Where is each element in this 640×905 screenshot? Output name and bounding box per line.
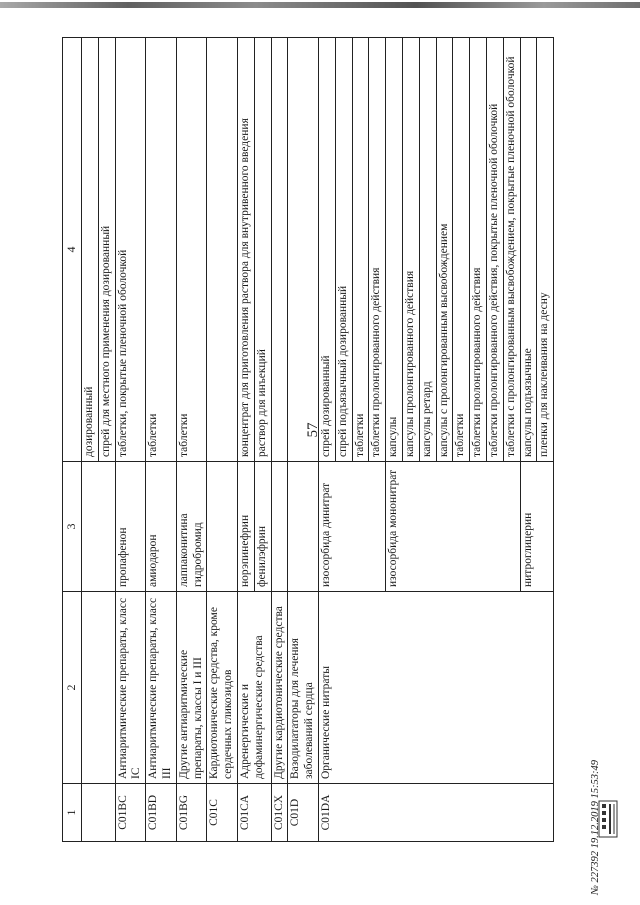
atc-code-cell: C01BD (146, 784, 177, 842)
dosage-form-cell: спрей для местного применения дозированный (98, 38, 115, 462)
group-name-cell: Органические нитраты (318, 592, 553, 784)
drug-name-cell (82, 462, 116, 592)
dosage-form-cell: таблетки (352, 38, 369, 462)
drug-name-cell: нитроглицерин (520, 462, 554, 592)
group-name-cell (82, 592, 116, 784)
dosage-form-cell: концентрат для приготовления раствора для внутривенного введения (237, 38, 254, 462)
table-row (318, 38, 335, 842)
drug-name-cell: изосорбида динитрат (318, 462, 385, 592)
header-col-4: 4 (63, 38, 82, 462)
drug-name-cell (271, 462, 288, 592)
header-col-1: 1 (63, 784, 82, 842)
dosage-form-cell: таблетки (453, 38, 470, 462)
dosage-form-cell (288, 38, 319, 462)
dosage-form-cell: раствор для инъекций (254, 38, 271, 462)
table-row (115, 38, 146, 842)
dosage-form-cell: таблетки, покрытые пленочной оболочкой (115, 38, 146, 462)
scan-edge-line (0, 2, 640, 8)
table-row (146, 38, 177, 842)
group-name-cell: Антиаритмические препараты, класс III (146, 592, 177, 784)
atc-code-cell: C01BG (176, 784, 207, 842)
table-header-row (63, 38, 82, 842)
drug-name-cell (288, 462, 319, 592)
table-row (237, 38, 254, 842)
table-row (271, 38, 288, 842)
dosage-form-cell: спрей подъязычный дозированный (335, 38, 352, 462)
drug-table (62, 37, 554, 842)
table-row (176, 38, 207, 842)
group-name-cell: Другие антиаритмические препараты, классы I и III (176, 592, 207, 784)
drug-name-cell: лаппаконитина гидробромид (176, 462, 207, 592)
dosage-form-cell: таблетки пролонгированного действия (470, 38, 487, 462)
table-row (288, 38, 319, 842)
drug-name-cell: норэпинефрин (237, 462, 254, 592)
dosage-form-cell: таблетки (146, 38, 177, 462)
dosage-form-cell: таблетки (176, 38, 207, 462)
atc-code-cell: C01CX (271, 784, 288, 842)
header-col-3: 3 (63, 462, 82, 592)
drug-name-cell (207, 462, 238, 592)
dosage-form-cell: таблетки пролонгированного действия, покрытые пленочной оболочкой (486, 38, 503, 462)
group-name-cell: Вазодилататоры для лечения заболеваний сердца (288, 592, 319, 784)
dosage-form-cell: таблетки пролонгированного действия (369, 38, 386, 462)
drug-name-cell: амиодарон (146, 462, 177, 592)
drug-name-cell: изосорбида мононитрат (386, 462, 520, 592)
atc-code-cell (82, 784, 116, 842)
atc-code-cell: C01CA (237, 784, 271, 842)
group-name-cell: Антиаритмические препараты, класс IC (115, 592, 146, 784)
group-name-cell: Другие кардиотонические средства (271, 592, 288, 784)
dosage-form-cell: капсулы пролонгированного действия (402, 38, 419, 462)
document-footer: № 227392 19.12.2019 15:53:49 (590, 759, 601, 895)
table-row (82, 38, 99, 842)
drug-name-cell: пропафенон (115, 462, 146, 592)
header-col-2: 2 (63, 592, 82, 784)
atc-code-cell: C01C (207, 784, 238, 842)
atc-code-cell: C01BC (115, 784, 146, 842)
table-row (207, 38, 238, 842)
dosage-form-cell: капсулы с пролонгированным высвобождением (436, 38, 453, 462)
page-number: 57 (305, 422, 321, 438)
group-name-cell: Адренергические и дофаминергические средства (237, 592, 271, 784)
dosage-form-cell (207, 38, 238, 462)
atc-code-cell: C01DA (318, 784, 553, 842)
dosage-form-cell: капсулы ретард (419, 38, 436, 462)
dosage-form-cell: капсулы (386, 38, 403, 462)
rotated-page-content (62, 38, 602, 842)
dosage-form-cell: пленки для наклеивания на десну (537, 38, 554, 462)
dosage-form-cell: капсулы подъязычные (520, 38, 537, 462)
atc-code-cell: C01D (288, 784, 319, 842)
drug-table-body (63, 38, 554, 842)
dosage-form-cell (271, 38, 288, 462)
drug-name-cell: фенилэфрин (254, 462, 271, 592)
dosage-form-cell: спрей дозированный (318, 38, 335, 462)
dosage-form-cell: дозированный (82, 38, 99, 462)
dosage-form-cell: таблетки с пролонгированным высвобождением, покрытые пленочной оболочкой (503, 38, 520, 462)
group-name-cell: Кардиотонические средства, кроме сердечных гликозидов (207, 592, 238, 784)
